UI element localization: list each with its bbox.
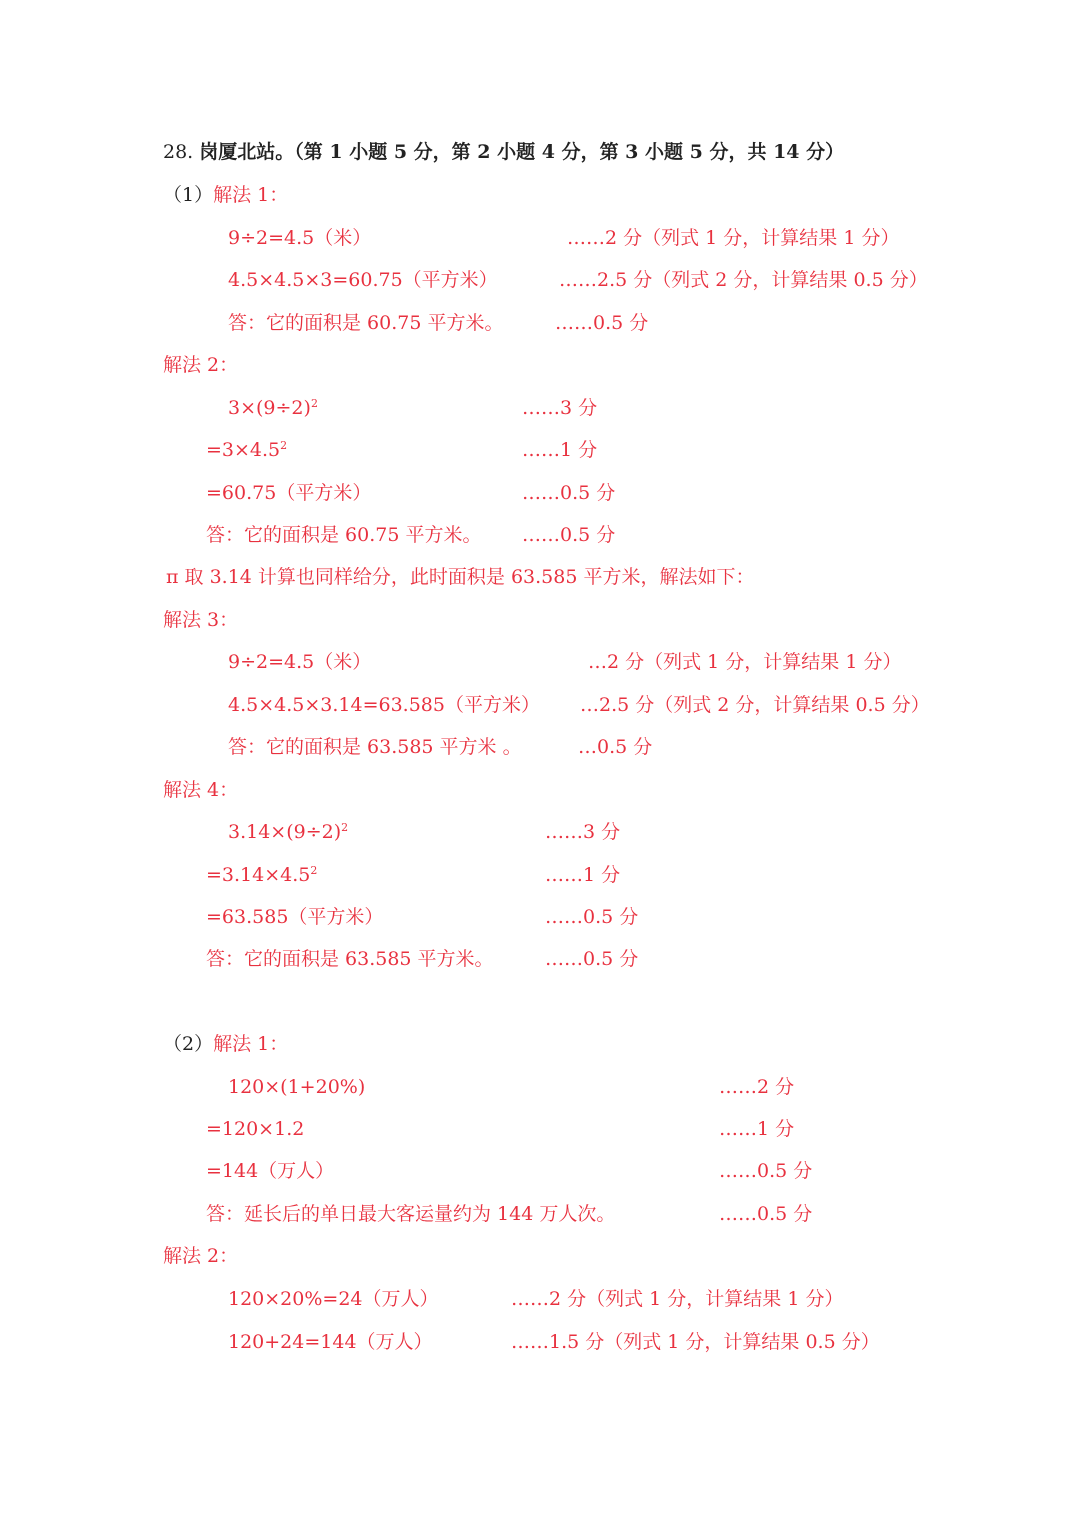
- p1m2-score4: ……0.5 分: [522, 524, 616, 546]
- p2m1-score3: ……0.5 分: [719, 1160, 813, 1182]
- p2m1-line2: =120×1.2: [206, 1118, 305, 1140]
- p1m3-line1: 9÷2=4.5（米）: [228, 651, 372, 673]
- part2-method1-title: [163, 1032, 288, 1056]
- p1m4-title: 解法 4：: [163, 779, 239, 801]
- p1m3-score1: …2 分（列式 1 分，计算结果 1 分）: [588, 651, 902, 673]
- p2m2-score1: ……2 分（列式 1 分，计算结果 1 分）: [511, 1288, 844, 1310]
- p1m4-line1-text: 3.14×(9÷2): [228, 821, 342, 843]
- p1m4-score2: ……1 分: [545, 864, 621, 886]
- p1m3-score2: …2.5 分（列式 2 分，计算结果 0.5 分）: [580, 694, 930, 716]
- p1m3-title: 解法 3：: [163, 609, 239, 631]
- p1m4-line3: =63.585（平方米）: [206, 906, 384, 928]
- p1m1-score2: ……2.5 分（列式 2 分，计算结果 0.5 分）: [559, 269, 928, 291]
- question-number: 28.: [163, 141, 194, 163]
- p2m1-answer: 答：延长后的单日最大客运量约为 144 万人次。: [206, 1203, 616, 1225]
- p1m2-line3: =60.75（平方米）: [206, 482, 372, 504]
- p1m1-answer: 答：它的面积是 60.75 平方米。: [228, 312, 504, 334]
- p1m2-score1: ……3 分: [522, 397, 598, 419]
- exponent: 2: [280, 439, 288, 452]
- p2m2-score2: ……1.5 分（列式 1 分，计算结果 0.5 分）: [511, 1331, 880, 1353]
- p2m1-score1: ……2 分: [719, 1076, 795, 1098]
- p1m2-line1: [228, 396, 318, 420]
- method-title: 解法 1：: [213, 1033, 289, 1055]
- p1m2-answer: 答：它的面积是 60.75 平方米。: [206, 524, 482, 546]
- p2m1-line1: 120×(1+20%): [228, 1076, 366, 1098]
- p1m1-line2: 4.5×4.5×3=60.75（平方米）: [228, 269, 498, 291]
- p1m4-line2-text: =3.14×4.5: [206, 864, 311, 886]
- p1m4-score3: ……0.5 分: [545, 906, 639, 928]
- question-title: 岗厦北站。（第 1 小题 5 分，第 2 小题 4 分，第 3 小题 5 分，共 14 分）: [199, 141, 845, 163]
- p1m4-score1: ……3 分: [545, 821, 621, 843]
- p1m2-score3: ……0.5 分: [522, 482, 616, 504]
- p1m2-title: 解法 2：: [163, 354, 239, 376]
- p1m1-line1: 9÷2=4.5（米）: [228, 227, 372, 249]
- p1m2-score2: ……1 分: [522, 439, 598, 461]
- pi-note: π 取 3.14 计算也同样给分，此时面积是 63.585 平方米，解法如下：: [166, 566, 755, 588]
- question-header: [163, 140, 844, 164]
- p1m2-line2: [206, 438, 287, 462]
- p1m1-score3: ……0.5 分: [555, 312, 649, 334]
- part2-prefix: （2）: [163, 1033, 214, 1055]
- p1m4-line1: [228, 820, 348, 844]
- p1m1-score1: ……2 分（列式 1 分，计算结果 1 分）: [567, 227, 900, 249]
- p2m1-score2: ……1 分: [719, 1118, 795, 1140]
- p2m1-score4: ……0.5 分: [719, 1203, 813, 1225]
- p1m4-score4: ……0.5 分: [545, 948, 639, 970]
- part1-method1-title: [163, 183, 288, 207]
- p1m3-answer: 答：它的面积是 63.585 平方米 。: [228, 736, 522, 758]
- part1-prefix: （1）: [163, 184, 214, 206]
- p2m2-title: 解法 2：: [163, 1245, 239, 1267]
- exponent: 2: [310, 397, 318, 410]
- exponent: 2: [310, 864, 318, 877]
- p2m2-line1: 120×20%=24（万人）: [228, 1288, 439, 1310]
- p1m4-answer: 答：它的面积是 63.585 平方米。: [206, 948, 494, 970]
- method-title: 解法 1：: [213, 184, 289, 206]
- p1m2-line2-text: =3×4.5: [206, 439, 281, 461]
- p1m4-line2: [206, 863, 317, 887]
- p2m2-line2: 120+24=144（万人）: [228, 1331, 433, 1353]
- p1m3-line2: 4.5×4.5×3.14=63.585（平方米）: [228, 694, 540, 716]
- p1m2-line1-text: 3×(9÷2): [228, 397, 311, 419]
- p2m1-line3: =144（万人）: [206, 1160, 335, 1182]
- p1m3-score3: …0.5 分: [578, 736, 653, 758]
- exponent: 2: [341, 821, 349, 834]
